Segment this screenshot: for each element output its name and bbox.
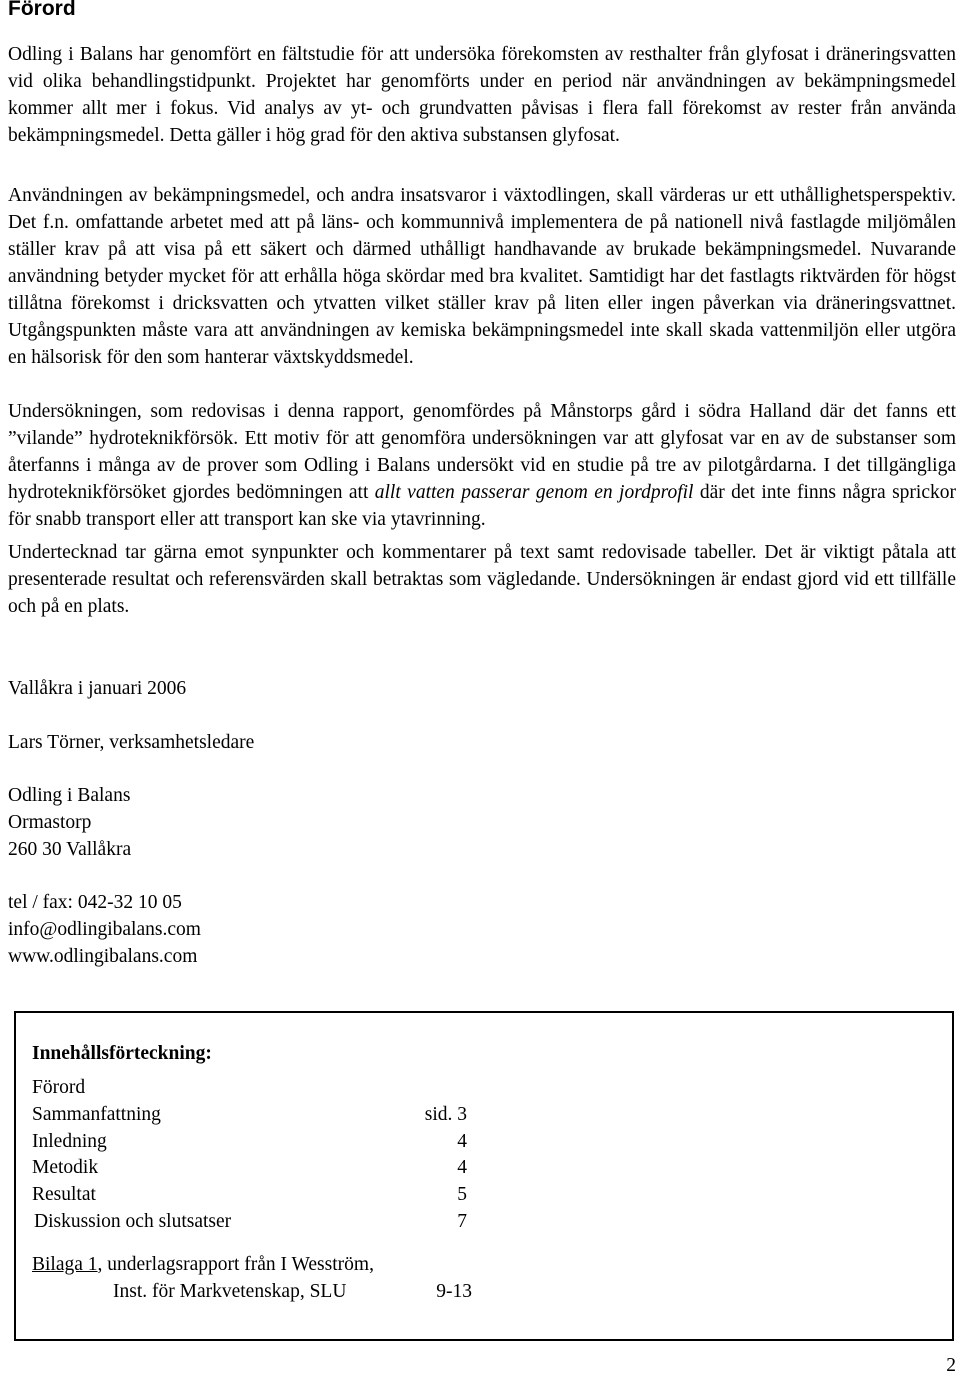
page-title: Förord	[8, 0, 76, 20]
paragraph-intro	[8, 41, 956, 149]
toc-item-page: 4	[457, 1131, 467, 1152]
address-line-1: Ormastorp	[8, 812, 92, 833]
place-date: Vallåkra i januari 2006	[8, 678, 187, 699]
toc-item-label: Resultat	[32, 1184, 96, 1205]
toc-appendix-page: 9-13	[436, 1281, 472, 1302]
text-segment: Odling i Balans har genomfört en fältstudie för att undersöka förekomsten av resthalter från glyfosat i dräneringsvatten vid olika behandlingstidpunkt. Projektet har genomförts under en period när användningen av bekämpningsmedel kommer allt mer i fokus. Vid analys av yt- och grundvatten påvisas i flera fall förekomst av rester från använda bekämpningsmedel. Detta gäller i hög grad för den aktiva substansen glyfosat.	[8, 44, 956, 146]
text-segment: Undersökningen, som redovisas i denna rapport, genomfördes på Månstorps gård i södra Halland där det fanns ett ”vilande” hydroteknikförsök. Ett motiv för att genomföra undersökningen var att glyfosat var en av de substanser som återfanns i många av de prover som Odling i Balans undersökt vid en studie på tre av pilotgårdarna. I det tillgängliga hydroteknikförsöket gjordes bedömningen att	[8, 401, 956, 503]
toc-item-page: 5	[457, 1184, 467, 1205]
signatory-name: Lars Törner, verksamhetsledare	[8, 732, 255, 753]
website-address: www.odlingibalans.com	[8, 946, 198, 967]
text-segment: där det inte finns några sprickor för snabb transport eller att transport kan ske via ytavrinning.	[8, 482, 956, 530]
toc-appendix-description: , underlagsrapport från I Wesström,	[97, 1254, 374, 1275]
page-number: 2	[946, 1355, 956, 1376]
toc-item-page: 4	[457, 1157, 467, 1178]
paragraph-study	[8, 398, 956, 533]
toc-item-label: Förord	[32, 1077, 86, 1098]
toc-appendix-line-2: Inst. för Markvetenskap, SLU	[113, 1281, 347, 1302]
paragraph-usage	[8, 182, 956, 371]
phone-fax: tel / fax: 042-32 10 05	[8, 892, 182, 913]
address-line-2: 260 30 Vallåkra	[8, 839, 132, 860]
toc-item-label: Diskussion och slutsatser	[34, 1211, 232, 1232]
toc-item-label: Metodik	[32, 1157, 99, 1178]
toc-item-page: 7	[457, 1211, 467, 1232]
email-address: info@odlingibalans.com	[8, 919, 201, 940]
toc-item-page: sid. 3	[424, 1104, 467, 1125]
toc-item-label: Inledning	[32, 1131, 107, 1152]
table-of-contents	[14, 1011, 954, 1341]
toc-appendix-line-1	[32, 1254, 374, 1276]
italic-text-segment: allt vatten passerar genom en jordprofil	[374, 482, 694, 503]
organization-name: Odling i Balans	[8, 785, 131, 806]
text-segment: Undertecknad tar gärna emot synpunkter och kommentarer på text samt redovisade tabeller. Det är viktigt påtala att presenterade resultat och referensvärden skall betraktas som vägledande. Undersökningen är endast gjord vid ett tillfälle och på en plats.	[8, 542, 956, 617]
toc-title: Innehållsförteckning:	[32, 1043, 212, 1064]
toc-appendix-label: Bilaga 1	[32, 1254, 98, 1275]
text-segment: Användningen av bekämpningsmedel, och andra insatsvaror i växtodlingen, skall värderas ur ett uthållighetsperspektiv. Det f.n. omfattande arbetet med att på läns- och kommunnivå implementera de på nationell nivå fastlagde miljömålen ställer krav på att visa på ett säkert och därmed uthålligt handhavande av brukade bekämpningsmedel. Nuvarande användning betyder mycket för att erhålla höga skördar med bra kvalitet. Samtidigt har det fastlagts riktvärden för högst tillåtna förekomst i dricksvatten och ytvatten vilket ställer krav på liten eller ingen påverkan via dräneringsvattnet. Utgångspunkten måste vara att användningen av kemiska bekämpningsmedel inte skall skada vattenmiljön eller utgöra en hälsorisk för den som hanterar växtskyddsmedel.	[8, 185, 956, 368]
paragraph-feedback	[8, 539, 956, 620]
toc-item-label: Sammanfattning	[32, 1104, 161, 1125]
